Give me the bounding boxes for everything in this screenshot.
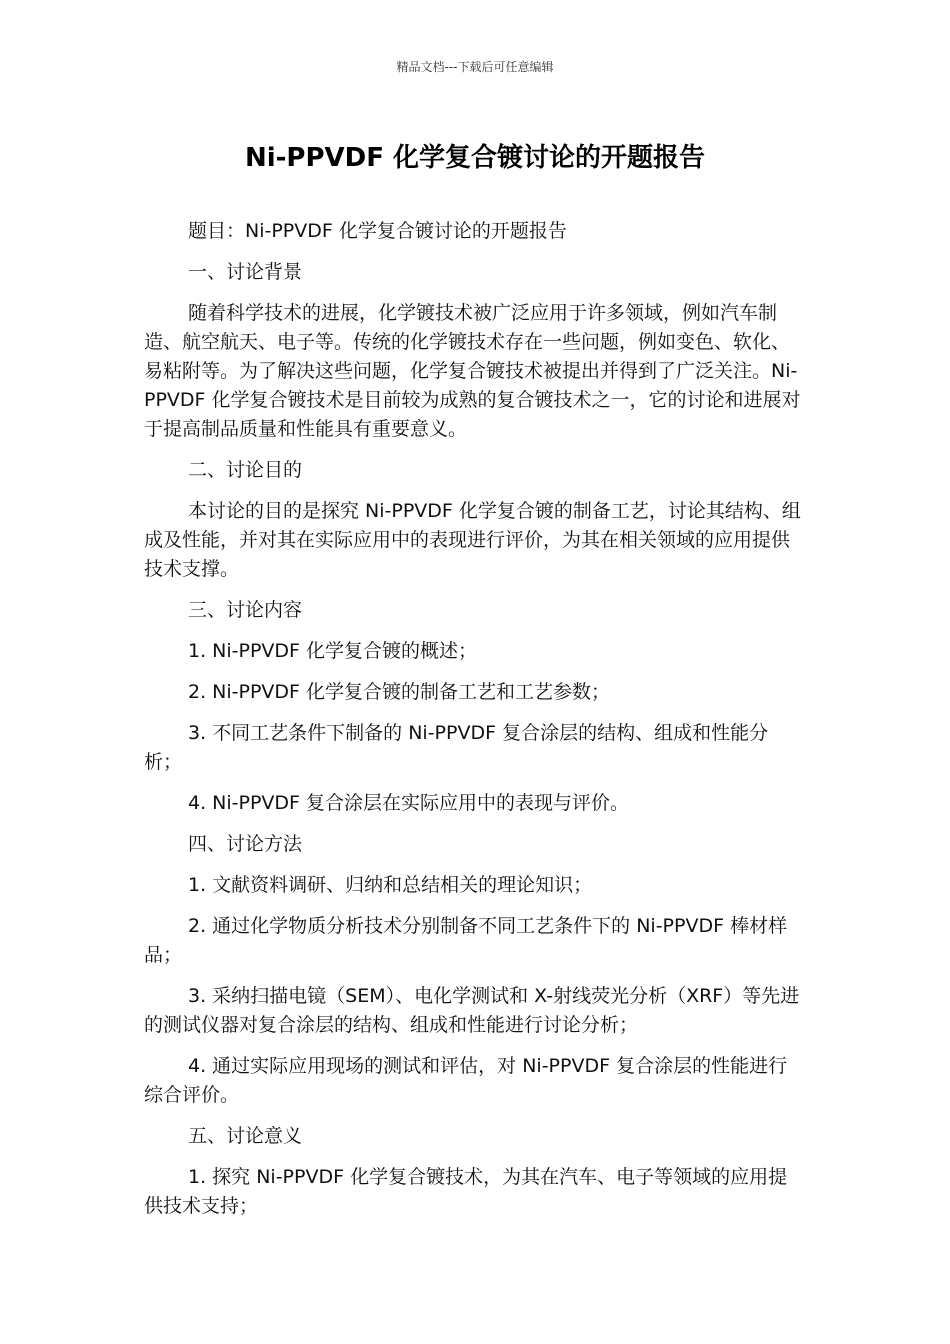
- method-item-2: 2. 通过化学物质分析技术分别制备不同工艺条件下的 Ni-PPVDF 棒材样品；: [144, 915, 788, 966]
- page-header: 精品文档---下载后可任意编辑: [396, 60, 554, 74]
- section-heading-content: 三、讨论内容: [188, 599, 303, 621]
- method-item-3: 3. 采纳扫描电镜（SEM）、电化学测试和 X-射线荧光分析（XRF）等先进的测试仪器对复合涂层的结构、组成和性能进行讨论分析；: [144, 985, 800, 1036]
- method-item-4: 4. 通过实际应用现场的测试和评估，对 Ni-PPVDF 复合涂层的性能进行综合评价。: [144, 1055, 788, 1106]
- topic-line: 题目：Ni-PPVDF 化学复合镀讨论的开题报告: [188, 220, 567, 242]
- document-body: [144, 217, 806, 1233]
- section-heading-purpose: 二、讨论目的: [188, 459, 303, 481]
- section-heading-significance: 五、讨论意义: [188, 1125, 303, 1147]
- content-item-2: 2. Ni-PPVDF 化学复合镀的制备工艺和工艺参数；: [188, 681, 611, 703]
- section-heading-method: 四、讨论方法: [188, 833, 303, 855]
- content-item-4: 4. Ni-PPVDF 复合涂层在实际应用中的表现与评价。: [188, 792, 630, 814]
- method-item-1: 1. 文献资料调研、归纳和总结相关的理论知识；: [188, 874, 593, 896]
- background-paragraph: 随着科学技术的进展，化学镀技术被广泛应用于许多领域，例如汽车制造、航空航天、电子等。传统的化学镀技术存在一些问题，例如变色、软化、易粘附等。为了解决这些问题，化学复合镀技术被提出并得到了广泛关注。Ni-PPVDF 化学复合镀技术是目前较为成熟的复合镀技术之一，它的讨论和进展对于提高制品质量和性能具有重要意义。: [144, 302, 801, 440]
- significance-item-1: 1. 探究 Ni-PPVDF 化学复合镀技术，为其在汽车、电子等领域的应用提供技术支持；: [144, 1166, 788, 1217]
- document-title: Ni-PPVDF 化学复合镀讨论的开题报告: [244, 143, 706, 173]
- content-item-3: 3. 不同工艺条件下制备的 Ni-PPVDF 复合涂层的结构、组成和性能分析；: [144, 722, 769, 773]
- purpose-paragraph: 本讨论的目的是探究 Ni-PPVDF 化学复合镀的制备工艺，讨论其结构、组成及性能，并对其在实际应用中的表现进行评价，为其在相关领域的应用提供技术支撑。: [144, 500, 801, 580]
- section-heading-background: 一、讨论背景: [188, 261, 303, 283]
- content-item-1: 1. Ni-PPVDF 化学复合镀的概述；: [188, 640, 478, 662]
